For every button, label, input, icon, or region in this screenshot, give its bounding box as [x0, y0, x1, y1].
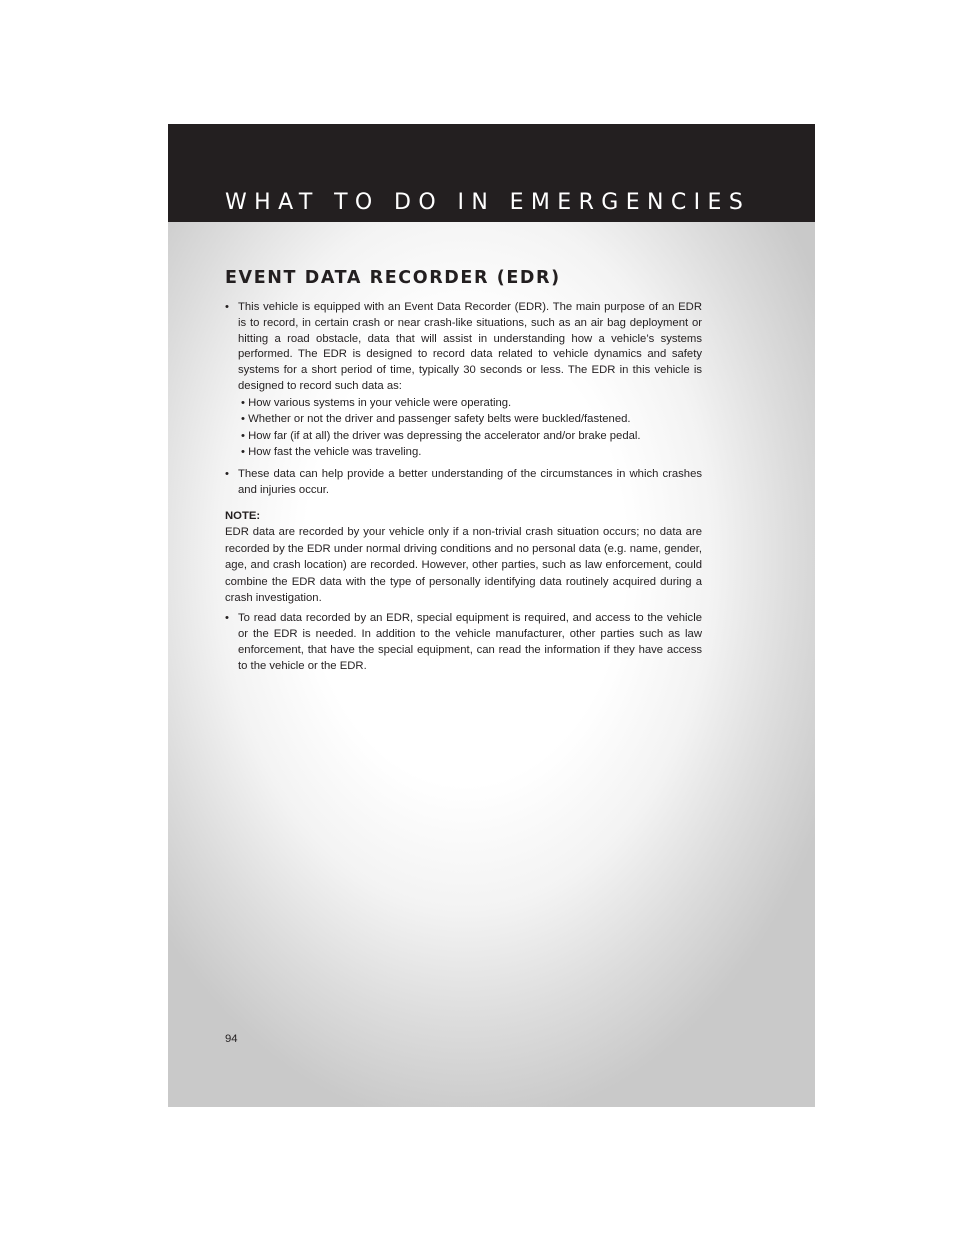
- bullet-icon: •: [225, 612, 229, 625]
- sub-list-item: • How far (if at all) the driver was depressing the accelerator and/or brake pedal.: [241, 429, 641, 442]
- section-title: EVENT DATA RECORDER (EDR): [225, 268, 561, 288]
- bullet-icon: •: [225, 301, 229, 313]
- bullet-text: This vehicle is equipped with an Event Data Recorder (EDR). The main purpose of an EDR is to record, in certain crash or near crash-like situations, such as an air bag deployment or hitting a road obstacle, data that will assist in understanding how a vehicle’s systems performed. The EDR is designed to record data related to vehicle dynamics and safety systems for a short period of time, typically 30 seconds or less. The EDR in this vehicle is designed to record such data as:: [238, 301, 702, 392]
- list-item: [225, 300, 702, 461]
- sub-list-item: • How various systems in your vehicle were operating.: [241, 396, 512, 409]
- access-bullet-list: [225, 611, 702, 674]
- bullet-text: These data can help provide a better understanding of the circumstances in which crashes and injuries occur.: [238, 467, 702, 496]
- sub-list-item: • Whether or not the driver and passenger safety belts were buckled/fastened.: [241, 413, 631, 426]
- list-item: [225, 467, 702, 499]
- recorded-data-sub-list: [238, 395, 702, 461]
- manual-page: [168, 124, 815, 1107]
- bullet-icon: •: [225, 467, 229, 480]
- chapter-title: WHAT TO DO IN EMERGENCIES: [225, 190, 751, 215]
- note-text: EDR data are recorded by your vehicle only if a non-trivial crash situation occurs; no data are recorded by the EDR under normal driving conditions and no personal data (e.g. name, gender, age, and crash location) are recorded. However, other parties, such as law enforcement, could combine the EDR data with the type of personally identifying data routinely acquired during a crash investigation.: [225, 526, 702, 604]
- sub-list-item: • How fast the vehicle was traveling.: [241, 446, 422, 459]
- list-item: [225, 611, 702, 674]
- edr-bullet-list: [225, 300, 702, 498]
- bullet-text: To read data recorded by an EDR, special equipment is required, and access to the vehicle or the EDR is needed. In addition to the vehicle manufacturer, other parties such as law enforcement, that have the special equipment, can read the information if they have access to the vehicle or the EDR.: [238, 612, 702, 672]
- note-label: NOTE:: [225, 510, 261, 523]
- page-content: [225, 266, 702, 681]
- page-number: 94: [225, 1033, 238, 1045]
- chapter-header-band: [168, 124, 815, 222]
